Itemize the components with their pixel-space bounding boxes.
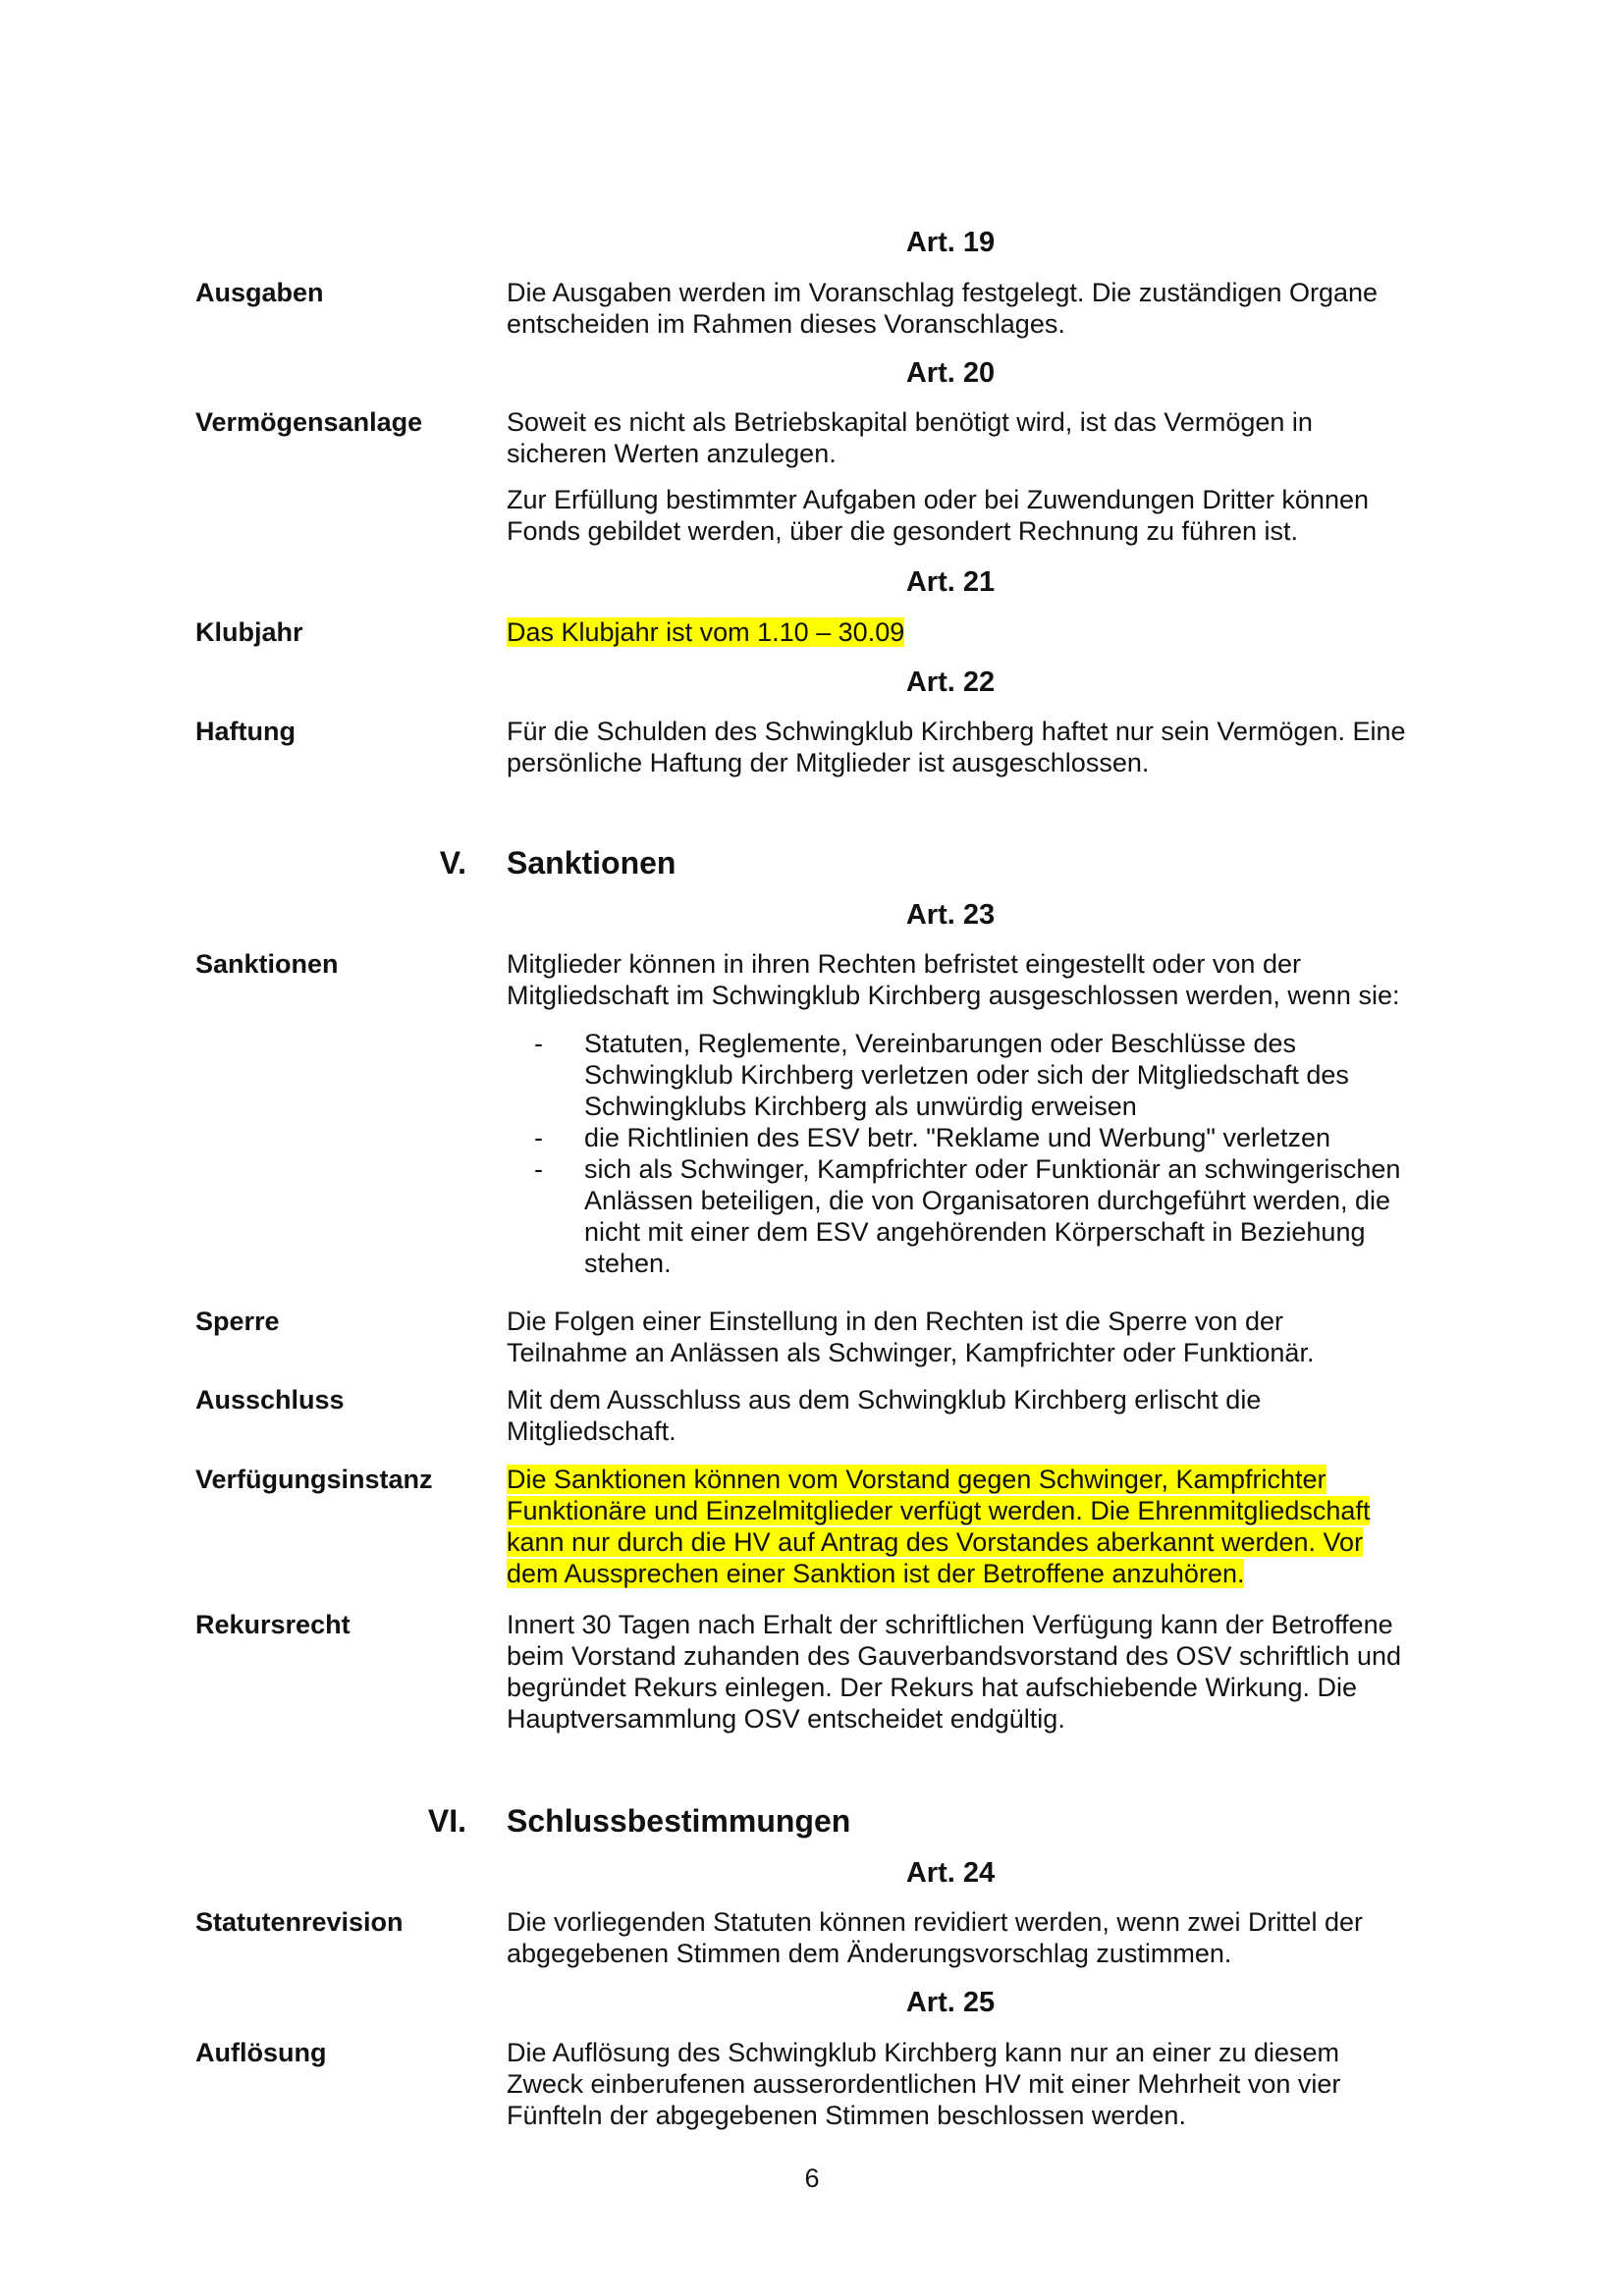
text-line: Mitgliedschaft. [507,1416,677,1446]
section-title: Schlussbestimmungen [507,1803,851,1839]
text-line: Anlässen beteiligen, die von Organisatoren durchgeführt werden, die [584,1186,1391,1215]
article-text-20-p1 [507,406,1313,469]
margin-label-aufloesung: Auflösung [195,2038,327,2067]
article-text-25 [507,2037,1340,2131]
text-line: Fünfteln der abgegebenen Stimmen beschlossen werden. [507,2101,1186,2130]
margin-label-sperre: Sperre [195,1307,280,1336]
sanction-list [507,1028,1400,1279]
text-line: Die Ausgaben werden im Voranschlag festgelegt. Die zuständigen Organe [507,278,1379,307]
text-line: Die vorliegenden Statuten können revidiert werden, wenn zwei Drittel der [507,1907,1363,1937]
article-heading-22: Art. 22 [905,667,996,698]
margin-label-statutenrevision: Statutenrevision [195,1907,404,1937]
list-dash: - [534,1154,543,1184]
text-line: Teilnahme an Anlässen als Schwinger, Kampfrichter oder Funktionär. [507,1338,1315,1367]
text-line: Statuten, Reglemente, Vereinbarungen oder Beschlüsse des [584,1029,1296,1058]
text-line: abgegebenen Stimmen dem Änderungsvorschlag zustimmen. [507,1939,1232,1968]
text-rekursrecht [507,1609,1401,1735]
margin-label-sanktionen: Sanktionen [195,949,339,979]
list-dash: - [534,1029,543,1058]
text-line: Soweit es nicht als Betriebskapital benötigt wird, ist das Vermögen in [507,407,1313,437]
list-dash: - [534,1123,543,1152]
text-line: Schwingklub Kirchberg verletzen oder sich der Mitgliedschaft des [584,1060,1349,1090]
article-text-22 [507,716,1406,778]
article-heading-23: Art. 23 [905,899,996,931]
text-verfuegungsinstanz [507,1464,1370,1589]
section-number: V. [439,845,466,881]
text-line: Hauptversammlung OSV entscheidet endgültig. [507,1704,1065,1734]
text-line: beim Vorstand zuhanden des Gauverbandsvorstand des OSV schriftlich und [507,1641,1402,1671]
text-line: Innert 30 Tagen nach Erhalt der schriftlichen Verfügung kann der Betroffene [507,1610,1393,1639]
text-line: stehen. [584,1249,672,1278]
text-line: Mitgliedschaft im Schwingklub Kirchberg ausgeschlossen werden, wenn sie: [507,981,1400,1010]
article-heading-24: Art. 24 [905,1857,996,1889]
margin-label-ausgaben: Ausgaben [195,278,324,307]
text-line [507,1495,1370,1526]
text-line [507,1526,1370,1558]
highlighted-text: Das Klubjahr ist vom 1.10 – 30.09 [507,617,905,647]
text-sperre [507,1306,1314,1368]
section-number: VI. [427,1803,466,1839]
article-text-24 [507,1906,1363,1969]
article-heading-25: Art. 25 [905,1987,996,2018]
highlighted-text: Die Sanktionen können vom Vorstand gegen Schwinger, Kampfrichter [507,1465,1326,1494]
article-text-21 [507,616,904,648]
margin-label-klubjahr: Klubjahr [195,617,303,647]
text-line: Mit dem Ausschluss aus dem Schwingklub Kirchberg erlischt die [507,1385,1262,1415]
text-line: die Richtlinien des ESV betr. "Reklame und Werbung" verletzen [584,1123,1331,1152]
text-ausschluss [507,1384,1261,1447]
margin-label-ausschluss: Ausschluss [195,1385,345,1415]
article-heading-20: Art. 20 [905,357,996,389]
page-number: 6 [804,2163,820,2193]
list-item [507,1153,1400,1279]
list-item-text [584,1153,1400,1279]
list-item [507,1122,1400,1153]
list-item-text [584,1122,1400,1153]
margin-label-haftung: Haftung [195,717,296,746]
highlighted-text: kann nur durch die HV auf Antrag des Vorstandes aberkannt werden. Vor [507,1527,1364,1557]
article-heading-21: Art. 21 [905,566,996,598]
margin-label-rekursrecht: Rekursrecht [195,1610,351,1639]
text-line: persönliche Haftung der Mitglieder ist ausgeschlossen. [507,748,1150,777]
text-line [507,1558,1370,1589]
text-line: sicheren Werten anzulegen. [507,439,837,468]
section-title: Sanktionen [507,845,677,881]
text-line: nicht mit einer dem ESV angehörenden Körperschaft in Beziehung [584,1217,1366,1247]
list-item [507,1028,1400,1122]
list-item-text [584,1028,1400,1122]
text-line: entscheiden im Rahmen dieses Voranschlages. [507,309,1065,339]
margin-label-verfuegungsinstanz: Verfügungsinstanz [195,1465,433,1494]
text-line: Fonds gebildet werden, über die gesondert Rechnung zu führen ist. [507,516,1299,546]
text-line: Mitglieder können in ihren Rechten befristet eingestellt oder von der [507,949,1301,979]
article-text-20-p2 [507,484,1369,547]
text-line: Zur Erfüllung bestimmter Aufgaben oder bei Zuwendungen Dritter können [507,485,1370,514]
text-line: begründet Rekurs einlegen. Der Rekurs hat aufschiebende Wirkung. Die [507,1673,1357,1702]
article-heading-19: Art. 19 [905,227,996,258]
text-line [507,1464,1370,1495]
text-line: Zweck einberufenen ausserordentlichen HV mit einer Mehrheit von vier [507,2069,1341,2099]
text-line: Die Folgen einer Einstellung in den Rechten ist die Sperre von der [507,1307,1283,1336]
text-line: Schwingklubs Kirchberg als unwürdig erweisen [584,1092,1137,1121]
text-line: Für die Schulden des Schwingklub Kirchberg haftet nur sein Vermögen. Eine [507,717,1406,746]
text-line: sich als Schwinger, Kampfrichter oder Funktionär an schwingerischen [584,1154,1401,1184]
article-text-19 [507,277,1378,340]
margin-label-vermoegensanlage: Vermögensanlage [195,407,423,437]
highlighted-text: dem Aussprechen einer Sanktion ist der Betroffene anzuhören. [507,1559,1245,1588]
article-text-23-intro [507,948,1399,1011]
highlighted-text: Funktionäre und Einzelmitglieder verfügt werden. Die Ehrenmitgliedschaft [507,1496,1371,1525]
text-line: Die Auflösung des Schwingklub Kirchberg kann nur an einer zu diesem [507,2038,1339,2067]
